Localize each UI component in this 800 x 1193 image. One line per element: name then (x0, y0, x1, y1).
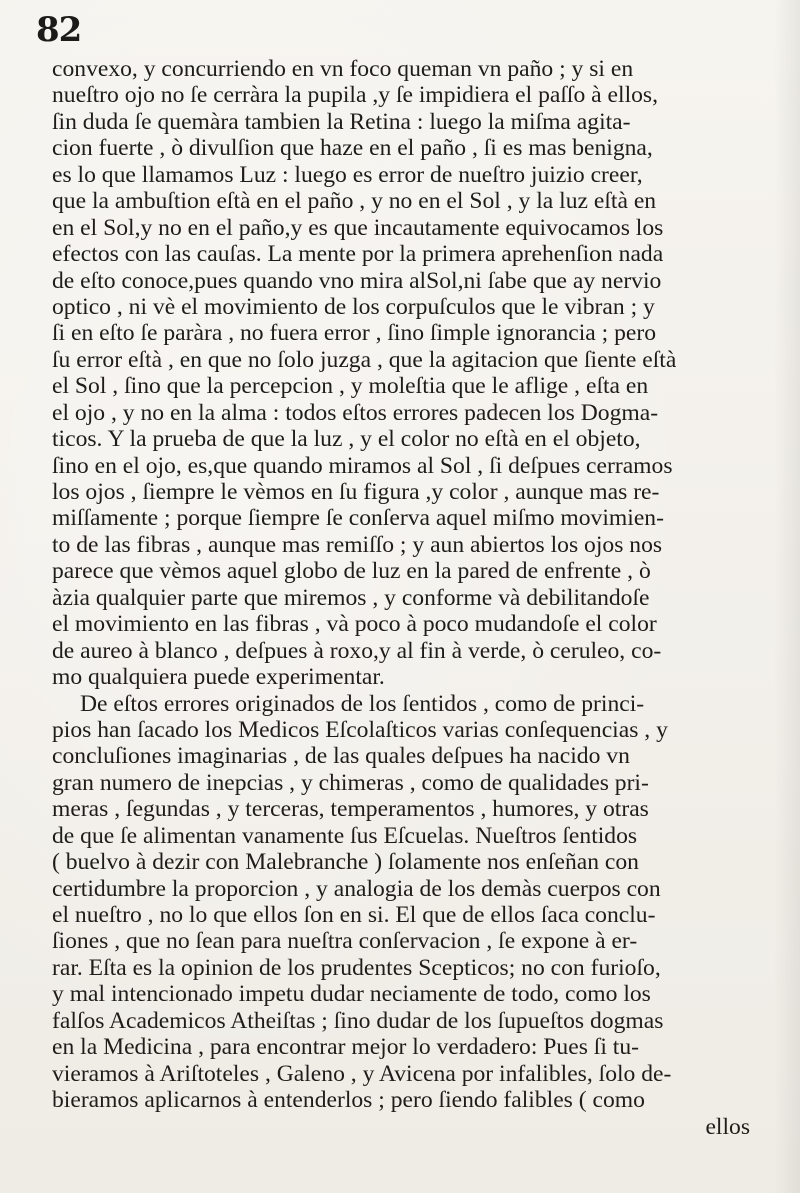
body-text (52, 56, 800, 1140)
text-line: meras , ſegundas , y terceras, temperamentos , humores, y otras (52, 796, 649, 823)
text-line: bieramos aplicarnos à entenderlos ; pero ſiendo falibles ( como (52, 1087, 645, 1114)
text-line: el nueſtro , no lo que ellos ſon en si. El que de ellos ſaca conclu- (52, 902, 656, 928)
text-line: de eſto conoce,pues quando vno mira alSol,ni ſabe que ay nervio (52, 267, 662, 294)
text-line: mo qualquiera puede experimentar. (52, 664, 385, 691)
text-line: ſu error eſtà , en que no ſolo juzga , que la agitacion que ſiente eſtà (52, 346, 677, 373)
text-line: en el Sol,y no en el paño,y es que incautamente equivocamos los (52, 214, 664, 241)
text-line: es lo que llamamos Luz : luego es error de nueſtro juizio creer, (52, 161, 643, 188)
text-line: àzia qualquier parte que miremos , y conforme và debilitandoſe (52, 584, 650, 611)
text-line: falſos Academicos Atheiſtas ; ſino dudar de los ſupueſtos dogmas (52, 1007, 664, 1034)
text-line: concluſiones imaginarias , de las quales deſpues ha nacido vn (52, 743, 630, 770)
text-line: ſino en el ojo, es,que quando miramos al Sol , ſi deſpues cerramos (52, 452, 673, 479)
text-line: ſi en eſto ſe paràra , no fuera error , ſino ſimple ignorancia ; pero (52, 320, 657, 347)
text-line: el Sol , ſino que la percepcion , y moleſtia que le aflige , eſta en (52, 373, 649, 400)
text-line: rar. Eſta es la opinion de los prudentes Scepticos; no con furioſo, (52, 954, 661, 981)
text-line: en la Medicina , para encontrar mejor lo verdadero: Pues ſi tu- (52, 1034, 639, 1061)
text-line: to de las fibras , aunque mas remiſſo ; y aun abiertos los ojos nos (52, 531, 663, 558)
text-line: miſſamente ; porque ſiempre ſe conſerva aquel miſmo movimien- (52, 505, 664, 532)
text-line: optico , ni vè el movimiento de los corpuſculos que le vibran ; y (52, 293, 655, 320)
text-line: el ojo , y no en la alma : todos eſtos errores padecen los Dogma- (52, 399, 659, 426)
text-line: gran numero de inepcias , y chimeras , como de qualidades pri- (52, 769, 649, 796)
text-line: los ojos , ſiempre le vèmos en ſu figura ,y color , aunque mas re- (52, 479, 660, 505)
text-line: ( buelvo à dezir con Malebranche ) ſolamente nos enſeñan con (52, 849, 639, 876)
text-line: pios han ſacado los Medicos Eſcolaſticos varias conſequencias , y (52, 716, 668, 743)
text-line: parece que vèmos aquel globo de luz en la pared de enfrente , ò (52, 558, 651, 585)
text-line: de que ſe alimentan vanamente ſus Eſcuelas. Nueſtros ſentidos (52, 822, 638, 849)
text-line: efectos con las cauſas. La mente por la primera aprehenſion nada (52, 241, 664, 268)
catchword: ellos (705, 1113, 750, 1140)
page-edge-shadow (774, 0, 800, 1193)
text-line: de aureo à blanco , deſpues à roxo,y al fin à verde, ò ceruleo, co- (52, 637, 662, 664)
text-line: y mal intencionado impetu dudar neciamente de todo, como los (52, 981, 651, 1008)
text-line: que la ambuſtion eſtà en el paño , y no en el Sol , y la luz eſtà en (52, 188, 657, 215)
text-line: el movimiento en las fibras , và poco à poco mudandoſe el color (52, 611, 657, 638)
text-line: convexo, y concurriendo en vn foco queman vn paño ; y si en (52, 56, 634, 82)
paragraph-start-line: De eſtos errores originados de los ſentidos , como de princi- (80, 690, 645, 717)
text-line: ticos. Y la prueba de que la luz , y el color no eſtà en el objeto, (52, 426, 641, 453)
text-line: ſiones , que no ſean para nueſtra conſervacion , ſe expone à er- (52, 928, 638, 955)
text-line: nueſtro ojo no ſe cerràra la pupila ,y ſe impidiera el paſſo à ellos, (52, 82, 659, 109)
text-line: ſin duda ſe quemàra tambien la Retina : luego la miſma agita- (52, 108, 631, 135)
text-line: certidumbre la proporcion , y analogia de los demàs cuerpos con (52, 875, 661, 902)
text-line: cion fuerte , ò divulſion que haze en el paño , ſi es mas benigna, (52, 135, 653, 162)
page-number: 82 (36, 10, 82, 50)
text-line: vieramos à Ariſtoteles , Galeno , y Avicena por infalibles, ſolo de- (52, 1060, 672, 1087)
